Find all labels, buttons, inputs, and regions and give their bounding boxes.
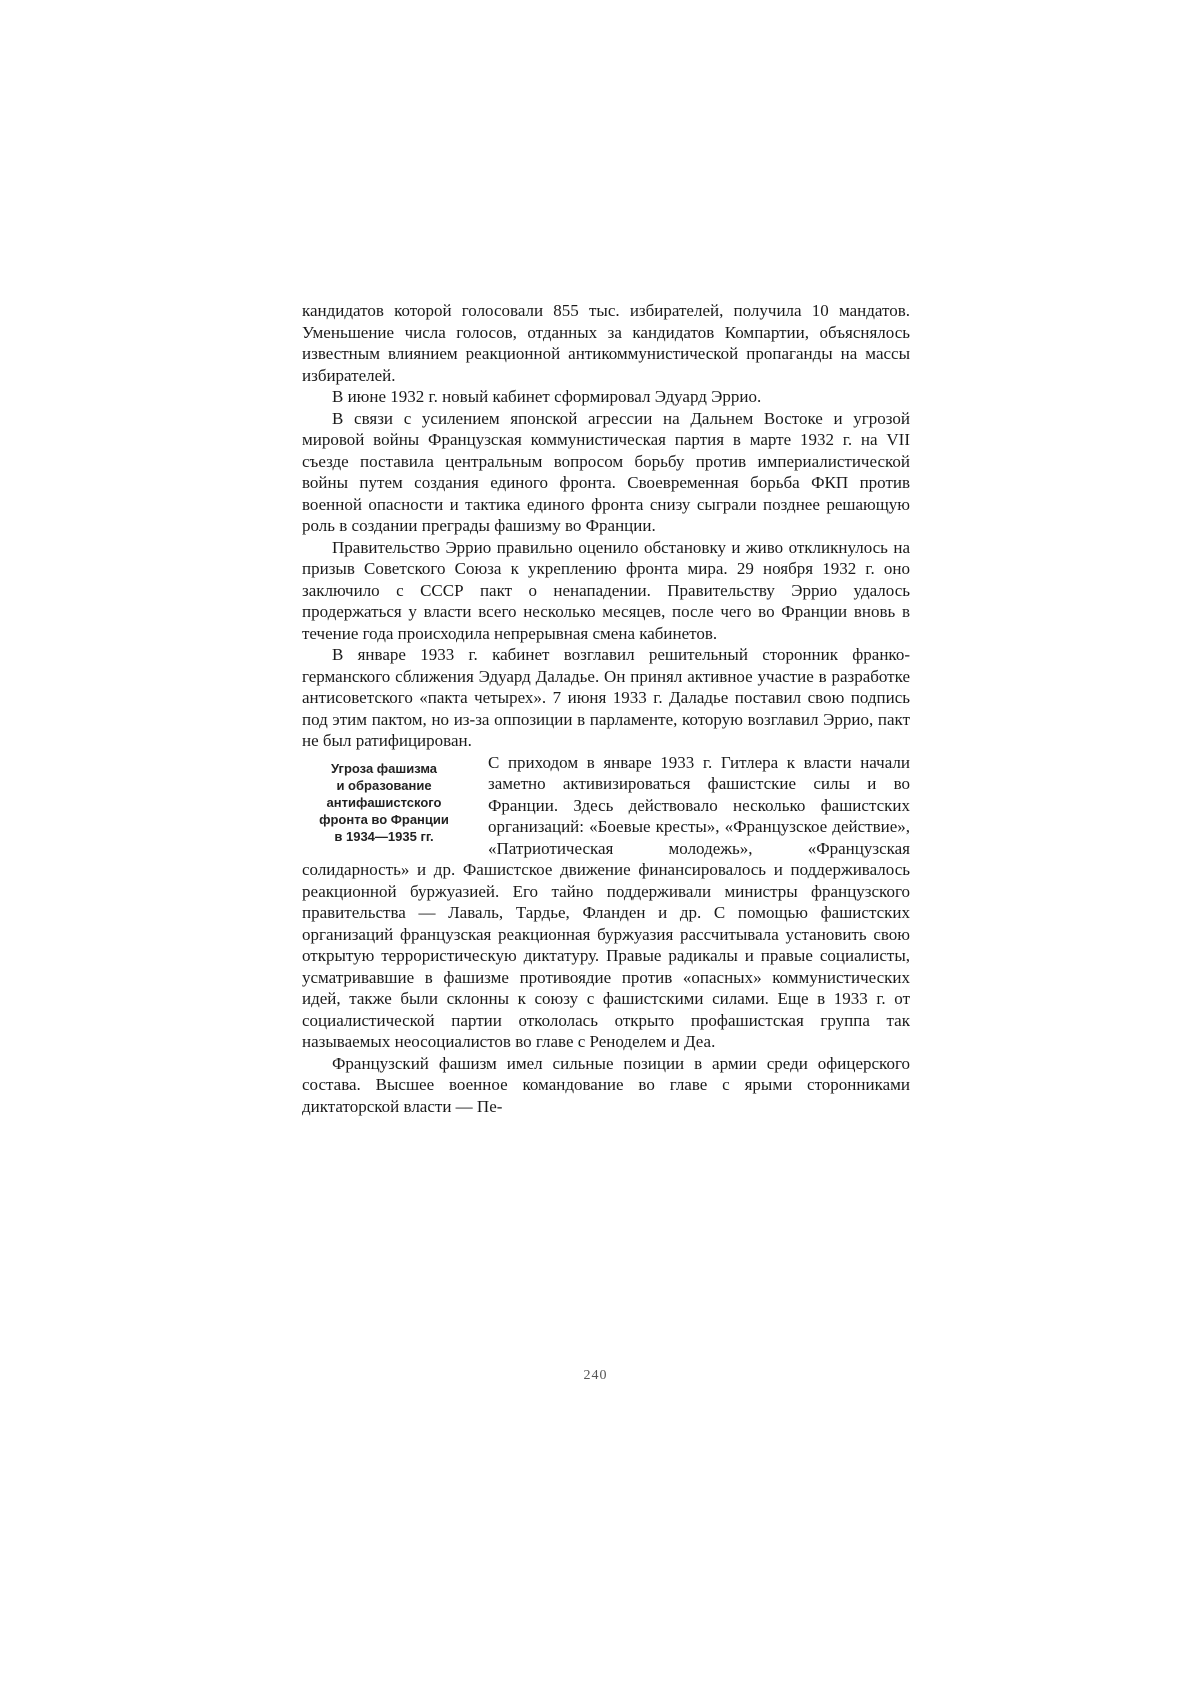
- paragraph: В связи с усилением японской агрессии на Дальнем Востоке и угрозой мировой войны Французская коммунистическая партия в марте 1932 г. на VII съезде поставила центральным вопросом борьбу против империалистической войны путем создания единого фронта. Своевременная борьба ФКП против военной опасности и тактика единого фронта снизу сыграли позднее решающую роль в создании преграды фашизму во Франции.: [302, 408, 910, 535]
- paragraph: Французский фашизм имел сильные позиции в армии среди офицерского состава. Высшее военное командование во главе с ярыми сторонниками диктаторской власти — Пе-: [302, 1053, 910, 1116]
- margin-heading: [294, 760, 474, 845]
- paragraph: В июне 1932 г. новый кабинет сформировал Эдуард Эррио.: [332, 387, 762, 406]
- margin-heading-line: Угроза фашизма: [330, 760, 438, 776]
- margin-heading-line: и образование: [336, 777, 432, 793]
- paragraph: В январе 1933 г. кабинет возглавил решительный сторонник франко-германского сближения Эдуард Даладье. Он принял активное участие в разработке антисоветского «пакта четырех». 7 июня 1933 г. Даладье поставил свою подпись под этим пактом, но из-за оппозиции в парламенте, которую возглавил Эррио, пакт не был ратифицирован.: [302, 645, 910, 750]
- paragraph: С приходом в январе 1933 г. Гитлера к власти начали заметно активизироваться фашистские силы и во Франции. Здесь действовало несколько фашистских организаций: «Боевые кресты», «Французское действие», «Патриотическая молодежь», «Французская солидарность» и др. Фашистское движение финансировалось и поддерживалось реакционной буржуазией. Его тайно поддерживали министры французского правительства — Лаваль, Тардье, Фланден и др. С помощью фашистских организаций французская реакционная буржуазия рассчитывала установить свою открытую террористическую диктатуру. Правые радикалы и правые социалисты, усматривавшие в фашизме противоядие против «опасных» коммунистических идей, также были склонны к союзу с фашистскими силами. Еще в 1933 г. от социалистической партии откололась открыто профашистская группа так называемых неосоциалистов во главе с Реноделем и Деа.: [302, 752, 910, 1051]
- margin-heading-line: антифашистского: [326, 794, 442, 810]
- page-body: [302, 300, 910, 1117]
- page-number: 240: [583, 1368, 608, 1383]
- margin-heading-line: фронта во Франции: [319, 811, 449, 827]
- paragraph: кандидатов которой голосовали 855 тыс. избирателей, получила 10 мандатов. Уменьшение числа голосов, отданных за кандидатов Компартии, объяснялось известным влиянием реакционной антикоммунистической пропаганды на массы избирателей.: [302, 301, 910, 385]
- paragraph: Правительство Эррио правильно оценило обстановку и живо откликнулось на призыв Советского Союза к укреплению фронта мира. 29 ноября 1932 г. оно заключило с СССР пакт о ненападении. Правительству Эррио удалось продержаться у власти всего несколько месяцев, после чего во Франции вновь в течение года происходила непрерывная смена кабинетов.: [302, 537, 910, 643]
- margin-heading-line: в 1934—1935 гг.: [334, 828, 434, 844]
